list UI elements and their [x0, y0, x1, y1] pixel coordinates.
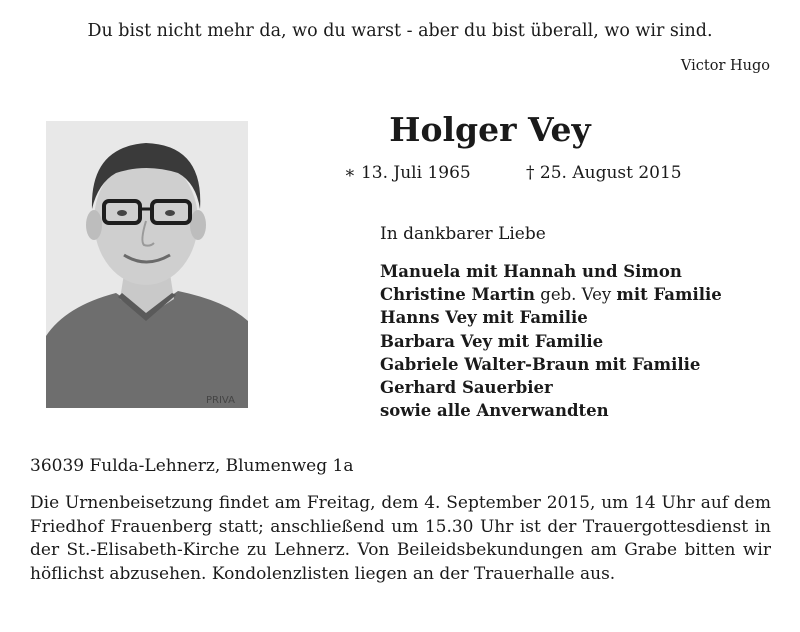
address: 36039 Fulda-Lehnerz, Blumenweg 1a	[30, 456, 354, 476]
birth-date: ∗ 13. Juli 1965	[344, 163, 471, 183]
quote-text: Du bist nicht mehr da, wo du warst - aber du bist überall, wo wir sind.	[87, 21, 713, 41]
mourner-maiden-name: geb. Vey	[535, 285, 617, 305]
mourner-line: Gabriele Walter-Braun mit Familie	[380, 354, 701, 374]
mourner-line: Gerhard Sauerbier	[380, 378, 553, 398]
shirt-print-text: PRIVA	[206, 395, 235, 406]
mourner-name: Christine Martin	[380, 285, 536, 305]
mourner-suffix: mit Familie	[616, 285, 722, 305]
mourner-line: Hanns Vey mit Familie	[380, 308, 588, 328]
funeral-notice: Die Urnenbeisetzung findet am Freitag, dem 4. September 2015, um 14 Uhr auf dem Friedhof Frauenberg statt; anschließend um 15.30 Uhr ist der Trauergottesdienst in der St.-Elisabeth-Kirche zu Lehnerz. Von Beileidsbekundungen am Grabe bitten wir höflichst abzusehen. Kondolenzlisten liegen an der Trauerhalle aus.	[30, 493, 771, 584]
portrait-photo	[46, 121, 248, 408]
quote-author: Victor Hugo	[680, 58, 770, 74]
death-date: † 25. August 2015	[526, 163, 682, 183]
mourner-line: sowie alle Anverwandten	[380, 401, 609, 421]
mourners-list	[380, 260, 722, 422]
mourner-line	[380, 283, 722, 306]
deceased-name: Holger Vey	[389, 110, 591, 149]
mourners-intro: In dankbarer Liebe	[380, 224, 546, 244]
mourner-line: Manuela mit Hannah und Simon	[380, 262, 682, 281]
mourner-line: Barbara Vey mit Familie	[380, 331, 604, 351]
